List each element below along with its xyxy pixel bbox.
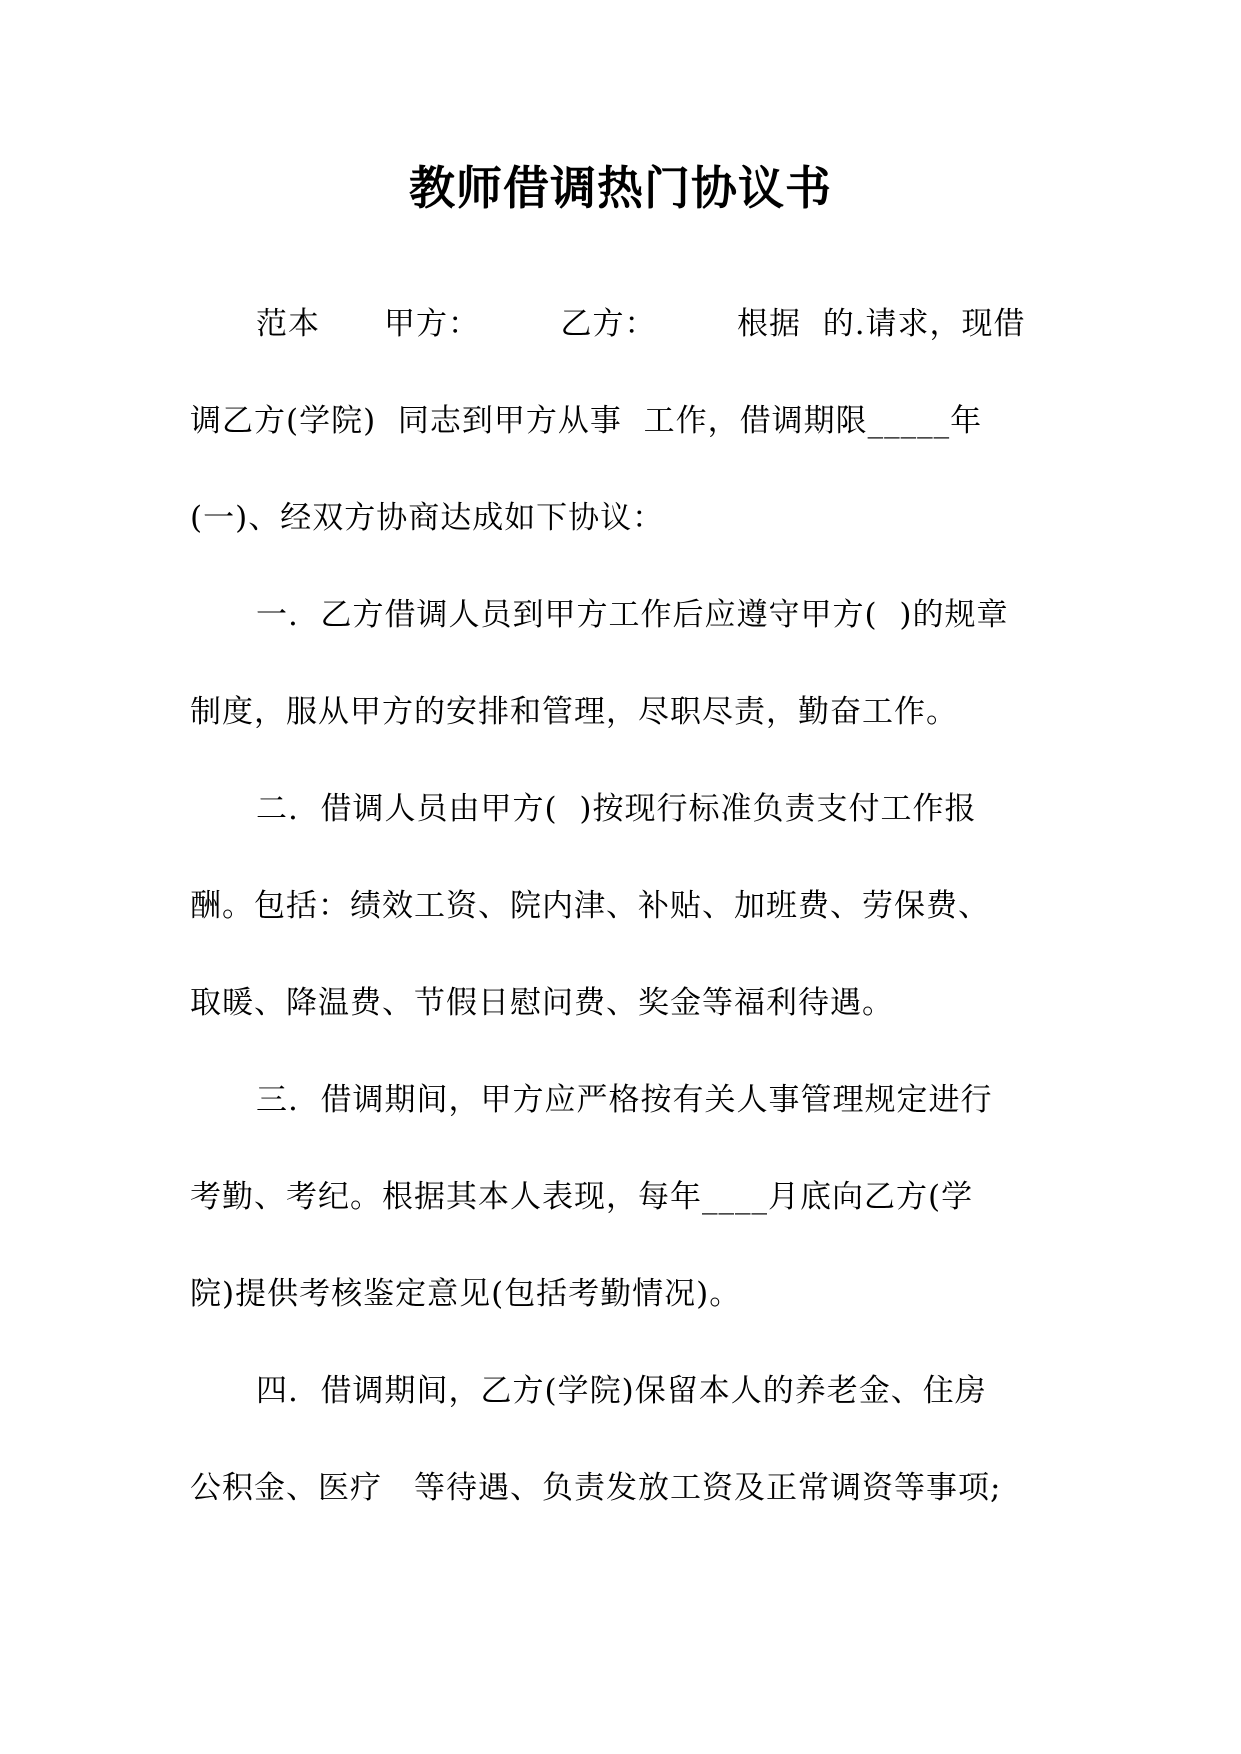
clause-1-line: 制度，服从甲方的安排和管理，尽职尽责，勤奋工作。: [190, 694, 958, 730]
clause-1-line: 一. 乙方借调人员到甲方工作后应遵守甲方( )的规章: [256, 597, 1009, 633]
clause-2-line: 二. 借调人员由甲方( )按现行标准负责支付工作报: [256, 791, 977, 827]
document-title: 教师借调热门协议书: [409, 161, 832, 215]
clause-2-line: 取暖、降温费、节假日慰问费、奖金等福利待遇。: [190, 985, 894, 1021]
clause-3-line: 三. 借调期间，甲方应严格按有关人事管理规定进行: [256, 1082, 993, 1118]
clause-3-line: 院)提供考核鉴定意见(包括考勤情况)。: [190, 1276, 742, 1312]
paragraph-line: (一)、经双方协商达成如下协议：: [190, 500, 665, 536]
paragraph-line: 调乙方(学院) 同志到甲方从事 工作，借调期限_____年: [190, 403, 983, 439]
document-body: [190, 304, 1070, 1565]
clause-3-line: 考勤、考纪。根据其本人表现，每年____月底向乙方(学: [190, 1179, 974, 1215]
paragraph-line: 范本 甲方： 乙方： 根据 的.请求，现借: [256, 306, 1026, 342]
clause-2-line: 酬。包括：绩效工资、院内津、补贴、加班费、劳保费、: [190, 888, 990, 924]
clause-4-line: 公积金、医疗 等待遇、负责发放工资及正常调资等事项;: [190, 1470, 1002, 1506]
clause-4-line: 四. 借调期间，乙方(学院)保留本人的养老金、住房: [256, 1373, 987, 1409]
